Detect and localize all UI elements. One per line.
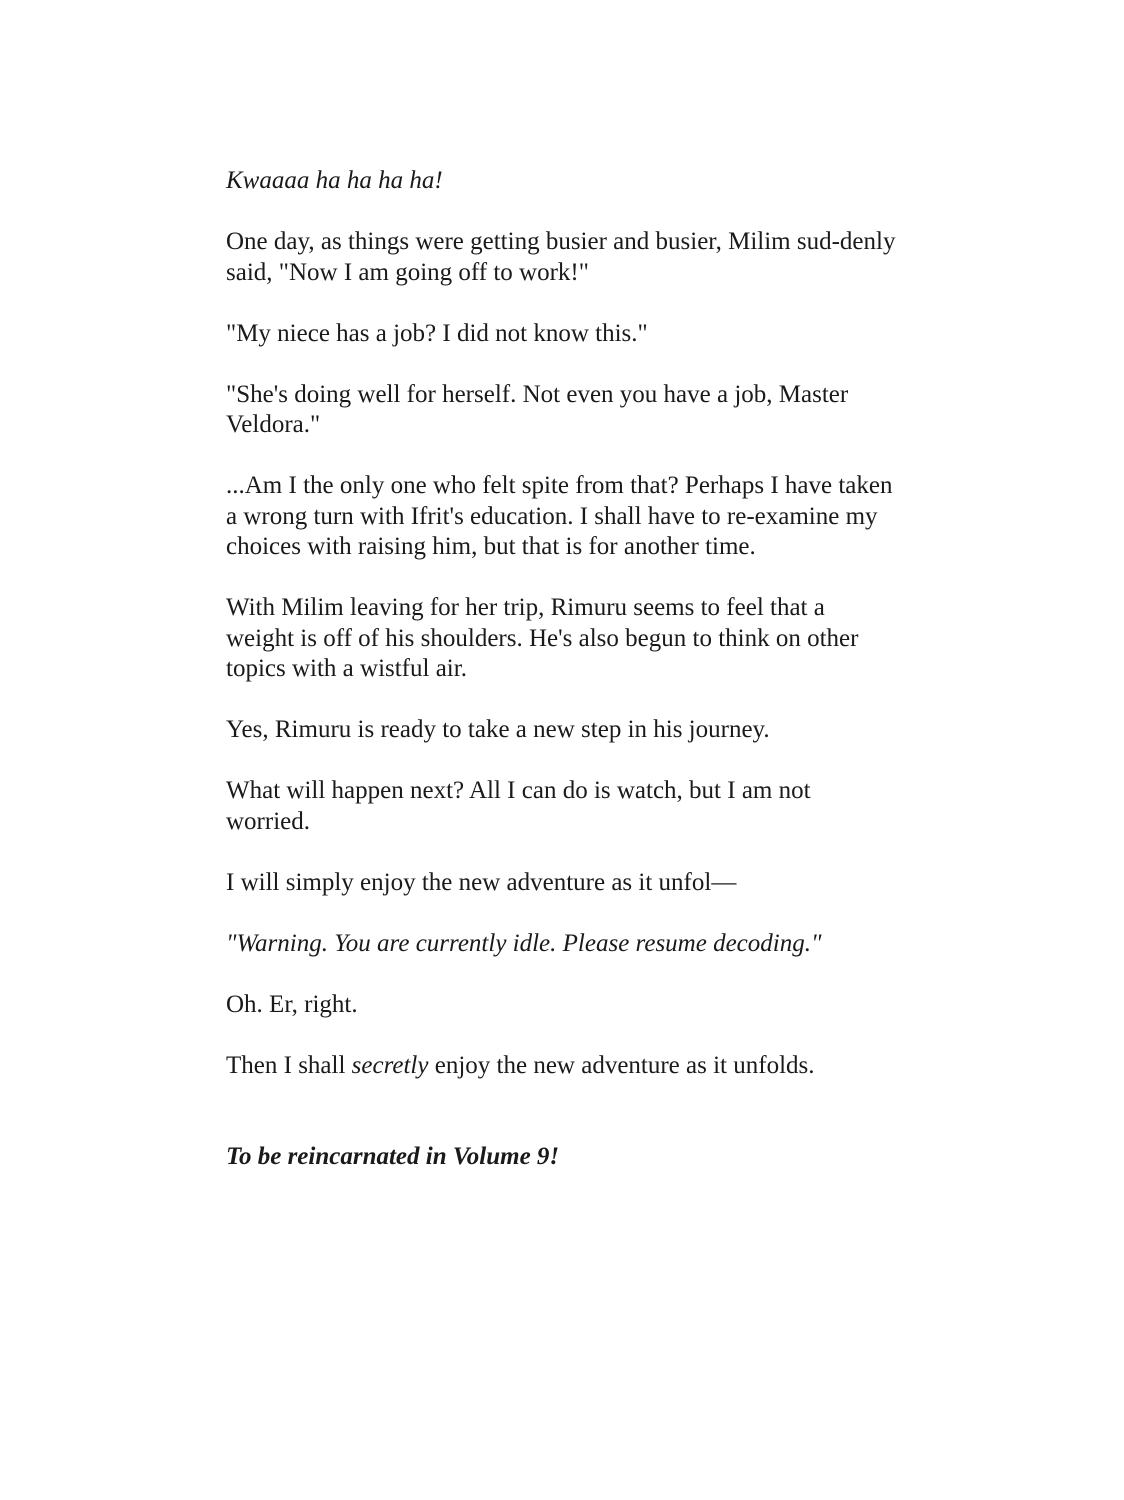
- laugh-line: Kwaaaa ha ha ha ha!: [226, 167, 443, 194]
- paragraph-spite: ...Am I the only one who felt spite from that? Perhaps I have taken a wrong turn with Ifrit's education. I shall have to re-examine my choices with raising him, but that is for another time.: [226, 472, 893, 560]
- paragraph-what-next: What will happen next? All I can do is watch, but I am not worried.: [226, 777, 811, 835]
- secretly-before: Then I shall: [226, 1051, 352, 1079]
- paragraph-warning: "Warning. You are currently idle. Please resume decoding.": [226, 929, 822, 957]
- paragraph-new-step: Yes, Rimuru is ready to take a new step in his journey.: [226, 716, 770, 743]
- paragraph-secretly-enjoy: [226, 1051, 898, 1082]
- paragraph-milim-trip: With Milim leaving for her trip, Rimuru seems to feel that a weight is off of his shoulders. He's also begun to think on other topics with a wistful air.: [226, 594, 859, 682]
- paragraph-milim-work: One day, as things were getting busier and busier, Milim sud-denly said, "Now I am going off to work!": [226, 228, 896, 286]
- secretly-emphasis: secretly: [351, 1051, 429, 1079]
- secretly-after: enjoy the new adventure as it unfolds.: [428, 1051, 815, 1079]
- paragraph-er-right: Oh. Er, right.: [226, 990, 358, 1018]
- end-note: To be reincarnated in Volume 9!: [226, 1143, 560, 1170]
- book-page: [226, 166, 898, 1203]
- paragraph-niece-job: "My niece has a job? I did not know this.": [226, 319, 648, 347]
- paragraph-enjoy-interrupted: I will simply enjoy the new adventure as it unfol—: [226, 868, 737, 896]
- paragraph-doing-well: "She's doing well for herself. Not even you have a job, Master Veldora.": [226, 380, 849, 438]
